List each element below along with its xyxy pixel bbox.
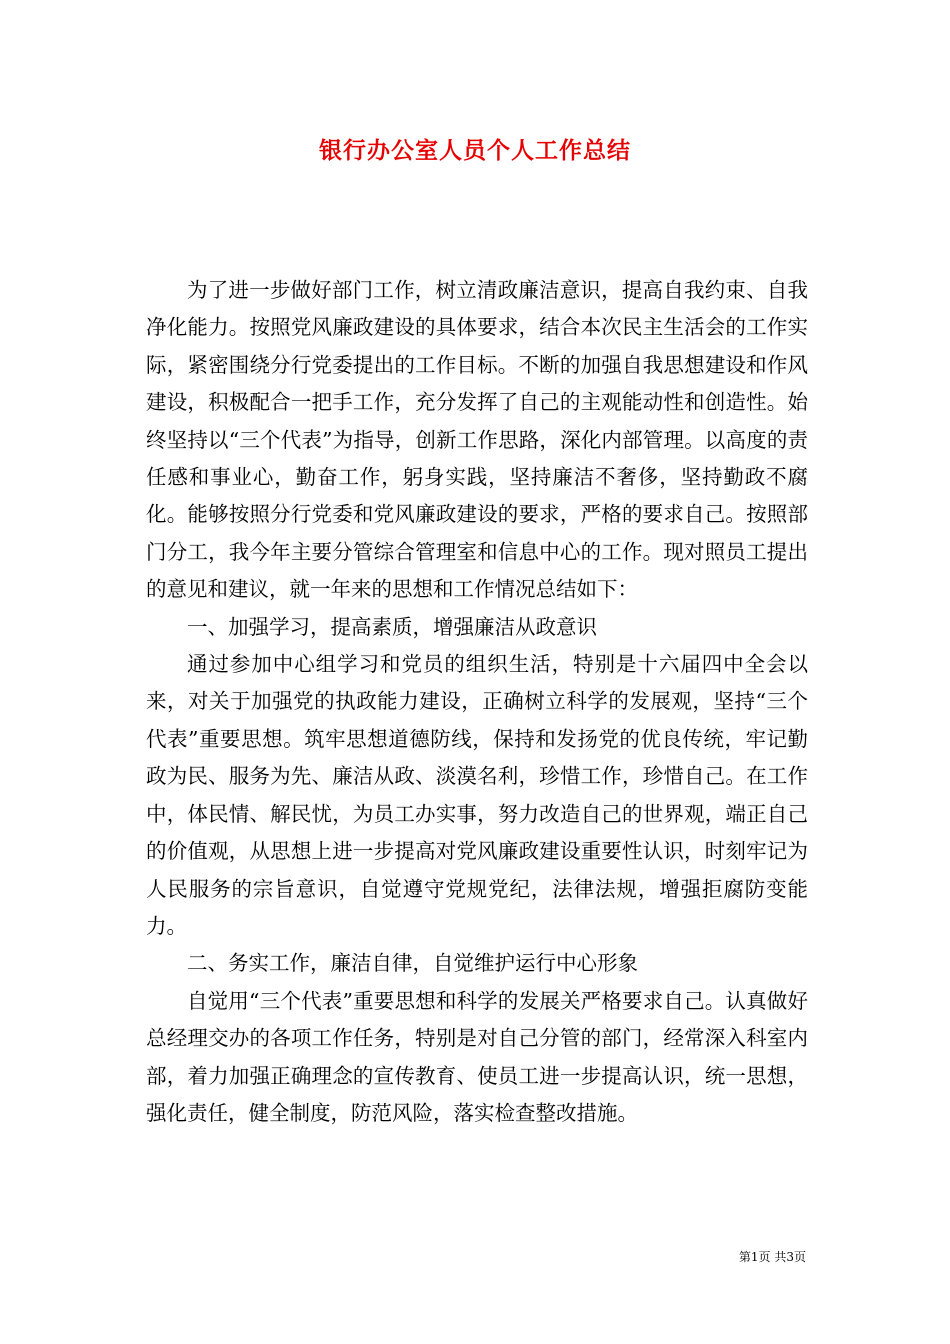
section-heading-1: 一、加强学习，提高素质，增强廉洁从政意识 xyxy=(187,614,597,639)
paragraph-section-1: 通过参加中心组学习和党员的组织生活，特别是十六届四中全会以来，对关于加强党的执政能力建设，正确树立科学的发展观，坚持“三个代表”重要思想。筑牢思想道德防线，保持和发扬党的优良传统，牢记勤政为民、服务为先、廉洁从政、淡漠名利，珍惜工作，珍惜自己。在工作中，体民情、解民忧，为员工办实事，努力改造自己的世界观，端正自己的价值观，从思想上进一步提高对党风廉政建设重要性认识，时刻牢记为人民服务的宗旨意识，自觉遵守党规党纪，法律法规，增强拒腐防变能力。 xyxy=(146,652,808,938)
document-body xyxy=(146,272,808,1132)
footer-prefix: 第 xyxy=(738,1250,751,1264)
section-heading-2: 二、务实工作，廉洁自律，自觉维护运行中心形象 xyxy=(187,951,638,976)
footer-total-pages: 3 xyxy=(786,1250,794,1264)
footer-current-page: 1 xyxy=(750,1250,759,1264)
footer-middle: 页 共 xyxy=(758,1250,787,1264)
page-title: 银行办公室人员个人工作总结 xyxy=(319,137,631,164)
paragraph-section-2: 自觉用“三个代表”重要思想和科学的发展关严格要求自己。认真做好总经理交办的各项工作任务，特别是对自己分管的部门，经常深入科室内部，着力加强正确理念的宣传教育、使员工进一步提高认识，统一思想，强化责任，健全制度，防范风险，落实检查整改措施。 xyxy=(146,988,808,1125)
paragraph-intro: 为了进一步做好部门工作，树立清政廉洁意识，提高自我约束、自我净化能力。按照党风廉政建设的具体要求，结合本次民主生活会的工作实际，紧密围绕分行党委提出的工作目标。不断的加强自我思想建设和作风建设，积极配合一把手工作，充分发挥了自己的主观能动性和创造性。始终坚持以“三个代表”为指导，创新工作思路，深化内部管理。以高度的责任感和事业心，勤奋工作，躬身实践，坚持廉洁不奢侈，坚持勤政不腐化。能够按照分行党委和党风廉政建设的要求，严格的要求自己。按照部门分工，我今年主要分管综合管理室和信息中心的工作。现对照员工提出的意见和建议，就一年来的思想和工作情况总结如下： xyxy=(146,278,808,602)
page-number-footer xyxy=(0,1248,806,1265)
footer-suffix: 页 xyxy=(793,1250,806,1264)
